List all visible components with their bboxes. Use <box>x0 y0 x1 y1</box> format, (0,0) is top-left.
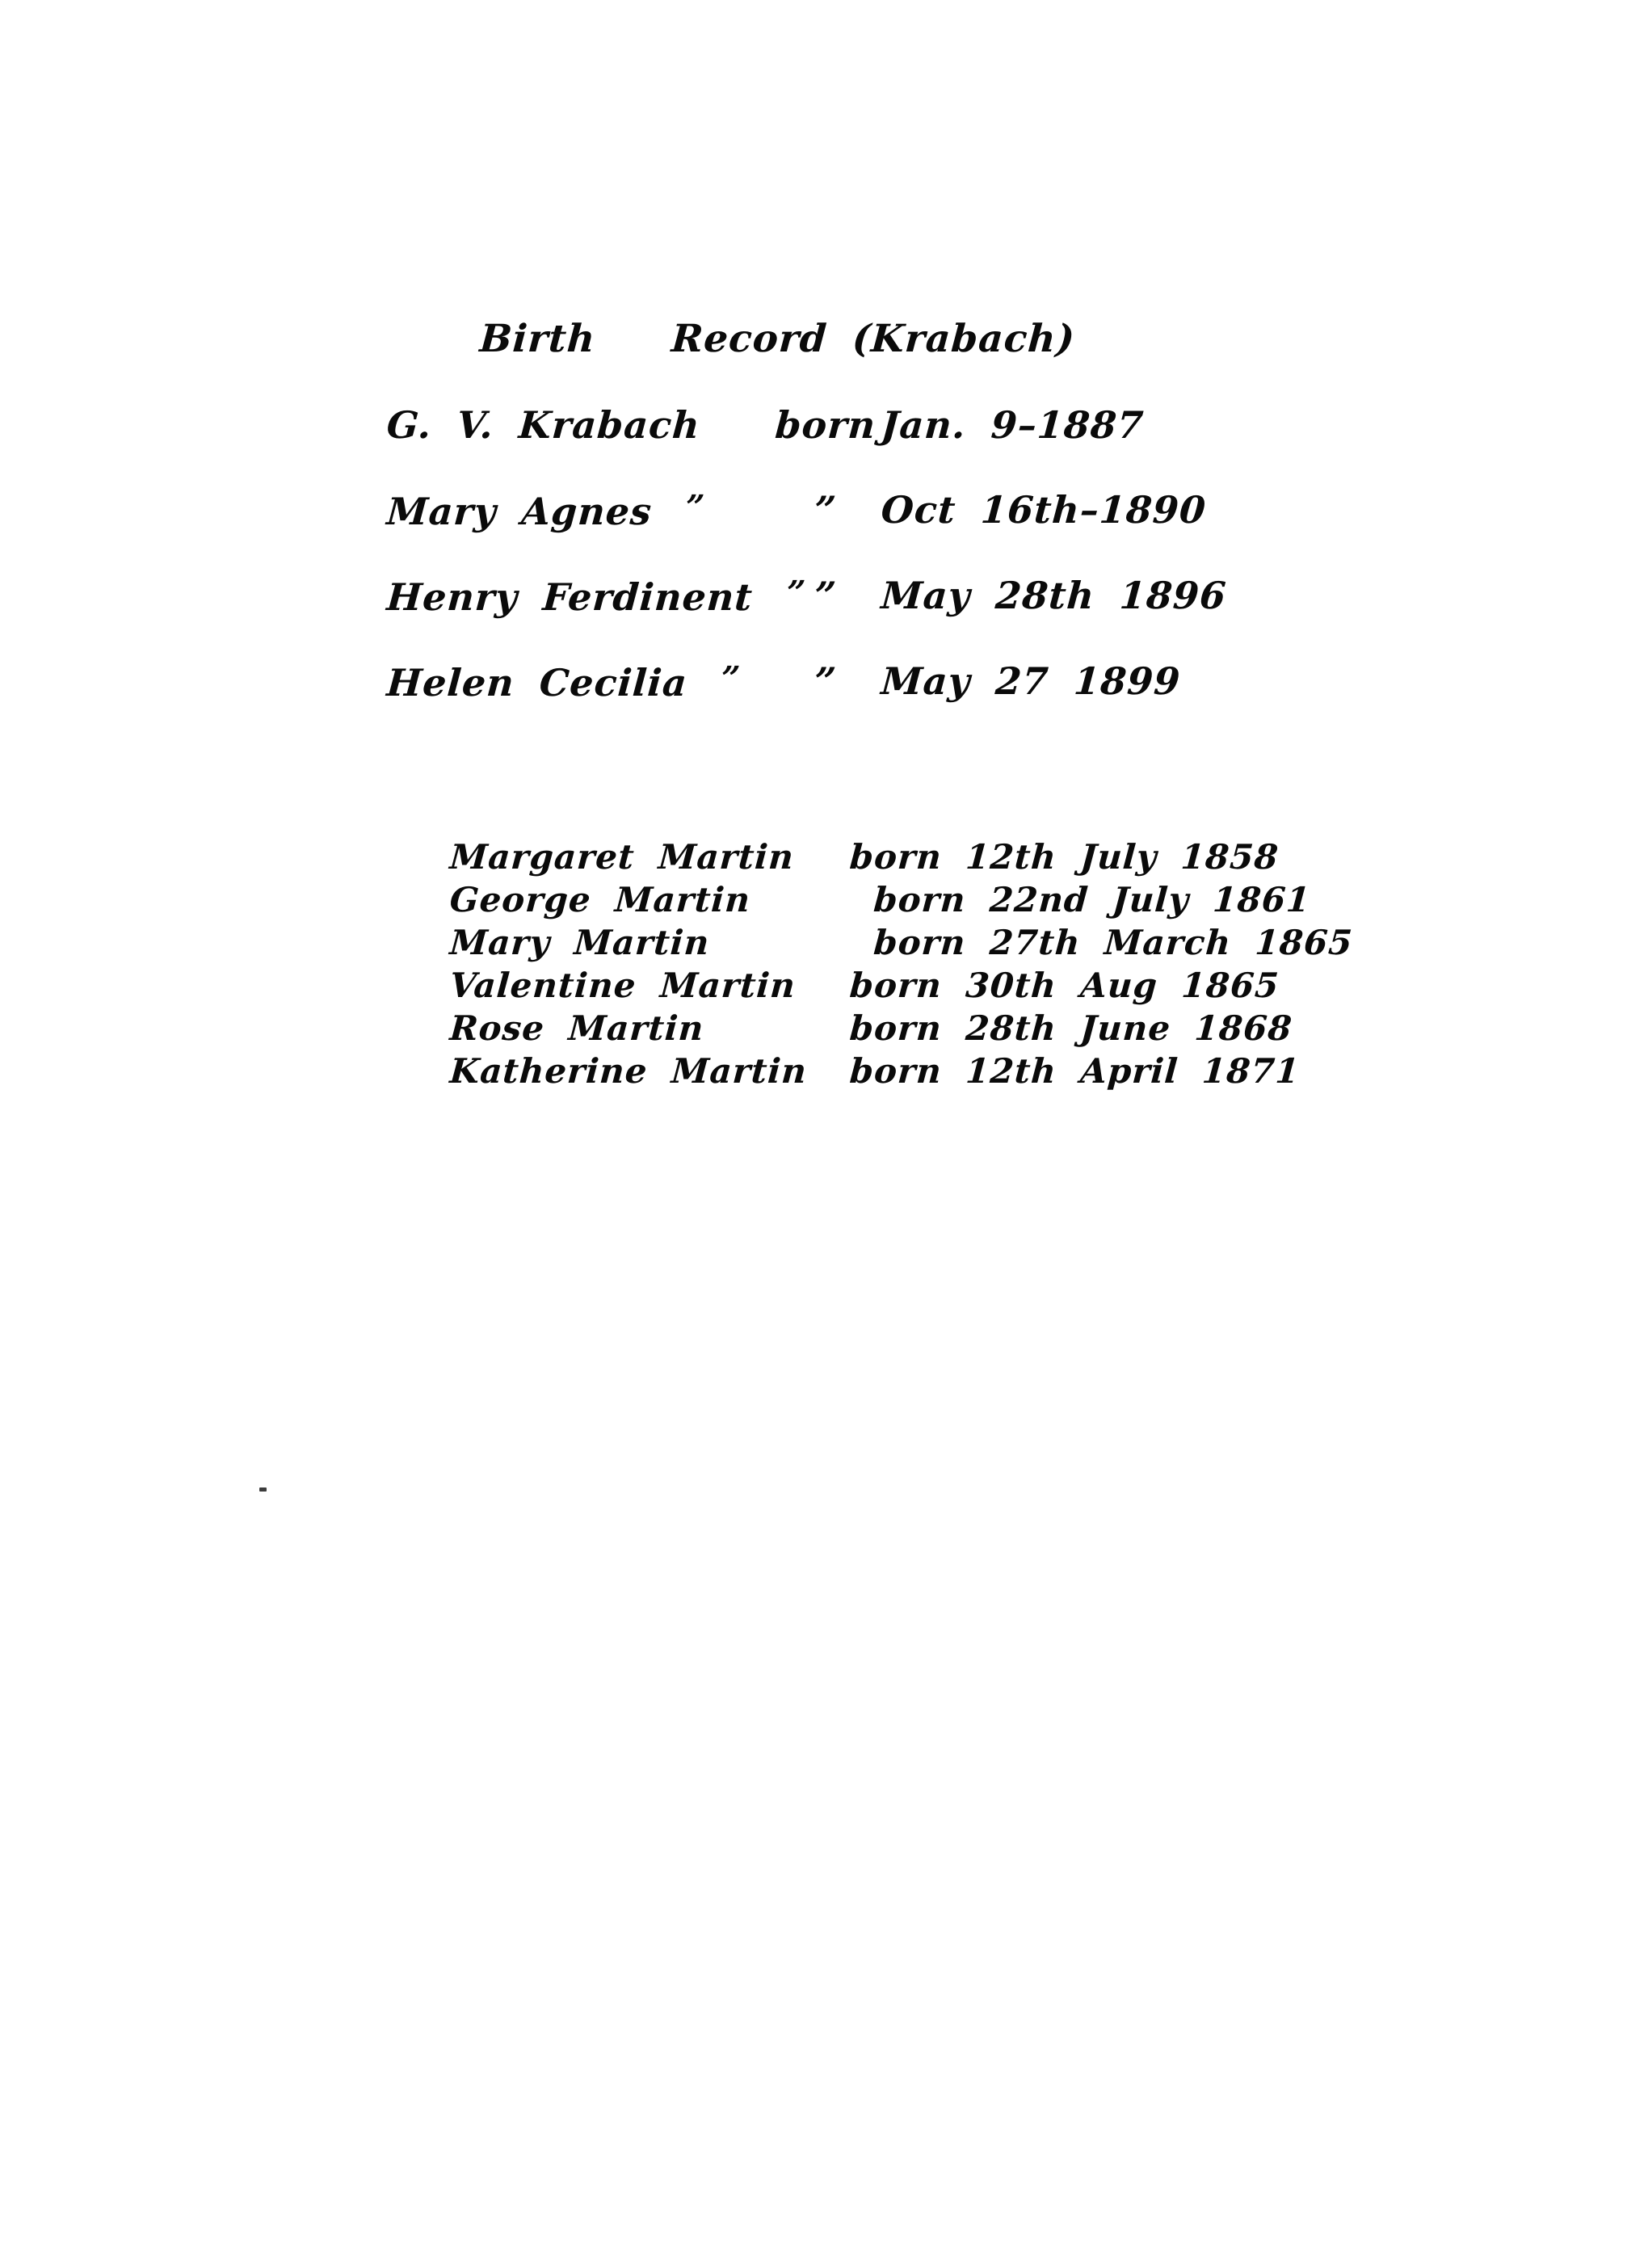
ditto-mark: ” <box>784 574 808 612</box>
birth-entry-row <box>385 403 1274 453</box>
person-name: Henry Ferdinent <box>385 575 755 619</box>
birth-date: born 12th July 1858 <box>847 837 1280 877</box>
person-name: Margaret Martin <box>448 837 796 877</box>
birth-date: born 22nd July 1861 <box>847 880 1312 919</box>
person-name: Mary Agnes <box>385 490 654 533</box>
martin-entries-block <box>377 793 1355 1091</box>
birth-date: Oct 16th–1890 <box>880 488 1208 532</box>
person-name: George Martin <box>448 880 752 919</box>
person-name: Katherine Martin <box>448 1051 809 1091</box>
ditto-mark: ” <box>684 488 707 526</box>
page-title: Birth Record (Krabach) <box>478 317 1077 361</box>
stray-ink-mark <box>259 1487 267 1492</box>
birth-entry-row <box>385 659 1274 709</box>
birth-date: born 27th March 1865 <box>847 923 1355 962</box>
ditto-born-label: ” <box>813 659 839 703</box>
birth-date: May 28th 1896 <box>880 574 1228 617</box>
birth-entry-row <box>385 574 1274 624</box>
ditto-born-label: ” <box>813 574 839 617</box>
birth-date: born 30th Aug 1865 <box>847 966 1280 1005</box>
person-name: G. V. Krabach <box>385 403 702 447</box>
person-name: Rose Martin <box>448 1008 705 1048</box>
birth-date: May 27 1899 <box>880 659 1183 703</box>
birth-entry-row <box>385 488 1274 538</box>
birth-date: born 28th June 1868 <box>847 1008 1294 1048</box>
born-label: born <box>773 403 878 447</box>
person-name: Valentine Martin <box>448 966 797 1005</box>
birth-entry-row <box>377 793 1352 877</box>
ditto-born-label: ” <box>813 488 839 532</box>
ditto-mark: ” <box>720 659 742 697</box>
birth-date: Jan. 9–1887 <box>880 403 1146 447</box>
person-name: Mary Martin <box>448 923 711 962</box>
birth-date: born 12th April 1871 <box>847 1051 1301 1091</box>
person-name: Helen Cecilia <box>385 661 689 705</box>
